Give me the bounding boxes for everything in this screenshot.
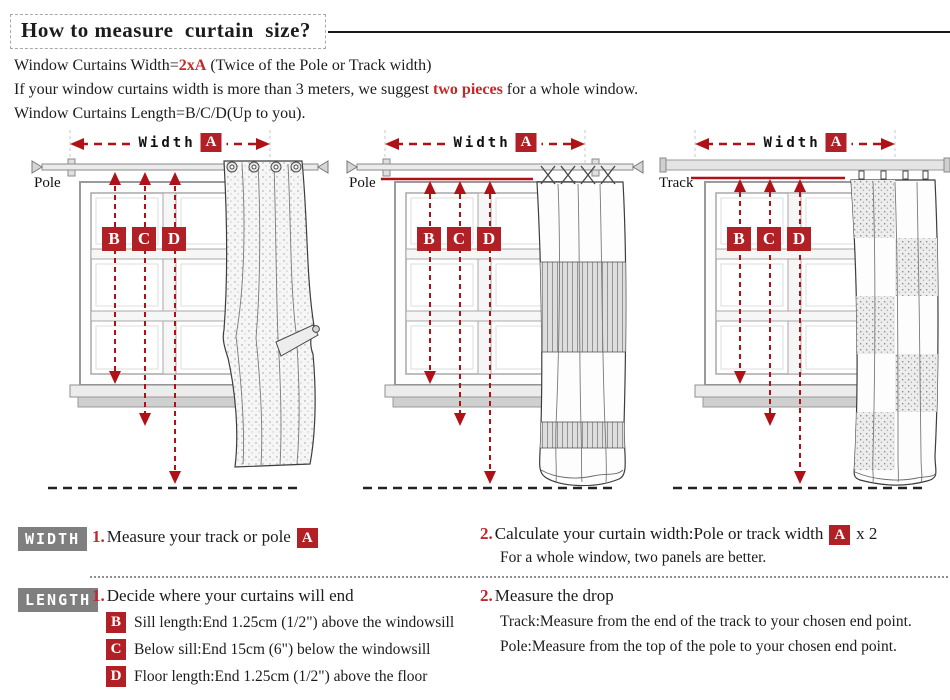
page-title: How to measure curtain size? [10, 14, 326, 49]
intro-line-pieces [14, 78, 638, 102]
badge-b: B [102, 227, 126, 251]
length-item-text: Floor length:End 1.25cm (1/2") above the floor [134, 667, 428, 685]
intro-highlight: 2xA [178, 57, 207, 74]
title-rule [328, 31, 950, 33]
length-badges [417, 227, 501, 251]
step-text: x 2 [856, 524, 878, 543]
badge-d: D [787, 227, 811, 251]
width-section-badge: WIDTH [18, 527, 87, 551]
drop-item-track: Track:Measure from the end of the track to your chosen end point. [500, 613, 912, 630]
length-step-2 [480, 586, 950, 656]
intro-paragraph [14, 54, 638, 126]
length-item-sill [106, 612, 482, 633]
length-badges [727, 227, 811, 251]
window-illustration [655, 126, 950, 504]
step-number: 1. [92, 586, 105, 605]
width-arrow-label [449, 133, 542, 152]
intro-text: Window Curtains Length=B/C/D(Up to you). [14, 105, 306, 122]
track-label: Track [659, 175, 694, 191]
length-item-text: Sill length:End 1.25cm (1/2") above the windowsill [134, 613, 455, 631]
step-text: Measure the drop [494, 586, 614, 605]
intro-text: Window Curtains Width= [14, 57, 179, 74]
length-item-below-sill [106, 639, 482, 660]
intro-text: for a whole window. [502, 81, 639, 98]
badge-b: B [417, 227, 441, 251]
length-item-floor [106, 666, 482, 687]
section-divider [90, 576, 948, 578]
badge-c: C [132, 227, 156, 251]
width-a-badge: A [201, 133, 222, 152]
width-step-2-text [480, 524, 950, 545]
length-badges [102, 227, 186, 251]
width-step-2-note: For a whole window, two panels are better. [500, 549, 767, 566]
badge-b: B [727, 227, 751, 251]
step-text: Calculate your curtain width:Pole or track width [494, 524, 824, 543]
pole-label: Pole [349, 175, 376, 191]
badge-c: C [757, 227, 781, 251]
width-arrow-label [134, 133, 227, 152]
step-text: Measure your track or pole [106, 527, 291, 546]
width-a-badge: A [516, 133, 537, 152]
pole-label: Pole [34, 175, 61, 191]
badge-c: C [106, 639, 126, 660]
width-text: Width [138, 134, 196, 151]
badge-d: D [106, 666, 126, 687]
step-number: 2. [480, 524, 493, 543]
intro-line-length [14, 102, 638, 126]
step-number: 2. [480, 586, 493, 605]
width-a-badge: A [829, 525, 850, 545]
length-step-2-text [480, 586, 950, 606]
step-number: 1. [92, 527, 105, 546]
diagram-pole-tabtop-curtain [345, 126, 645, 504]
width-step-1-text [92, 527, 472, 548]
badge-c: C [447, 227, 471, 251]
width-arrow-label [759, 133, 852, 152]
width-step-1 [92, 527, 472, 548]
width-text: Width [763, 134, 821, 151]
window-illustration [30, 126, 330, 504]
intro-text: (Twice of the Pole or Track width) [206, 57, 432, 74]
width-step-2 [480, 524, 950, 567]
drop-item-pole: Pole:Measure from the top of the pole to your chosen end point. [500, 638, 897, 655]
diagram-pole-grommet-curtain [30, 126, 330, 504]
badge-d: D [162, 227, 186, 251]
diagram-track-checkered-curtain [655, 126, 950, 504]
intro-highlight: two pieces [433, 81, 503, 98]
width-text: Width [453, 134, 511, 151]
intro-text: If your window curtains width is more than 3 meters, we suggest [14, 81, 434, 98]
length-step-1 [92, 586, 482, 687]
step-text: Decide where your curtains will end [106, 586, 354, 605]
length-item-text: Below sill:End 15cm (6") below the windowsill [134, 640, 431, 658]
header [10, 14, 950, 49]
intro-line-width [14, 54, 638, 78]
window-illustration [345, 126, 645, 504]
length-section-badge: LENGTH [18, 588, 98, 612]
badge-d: D [477, 227, 501, 251]
badge-b: B [106, 612, 126, 633]
length-step-1-text [92, 586, 482, 606]
width-a-badge: A [297, 528, 318, 548]
width-a-badge: A [826, 133, 847, 152]
